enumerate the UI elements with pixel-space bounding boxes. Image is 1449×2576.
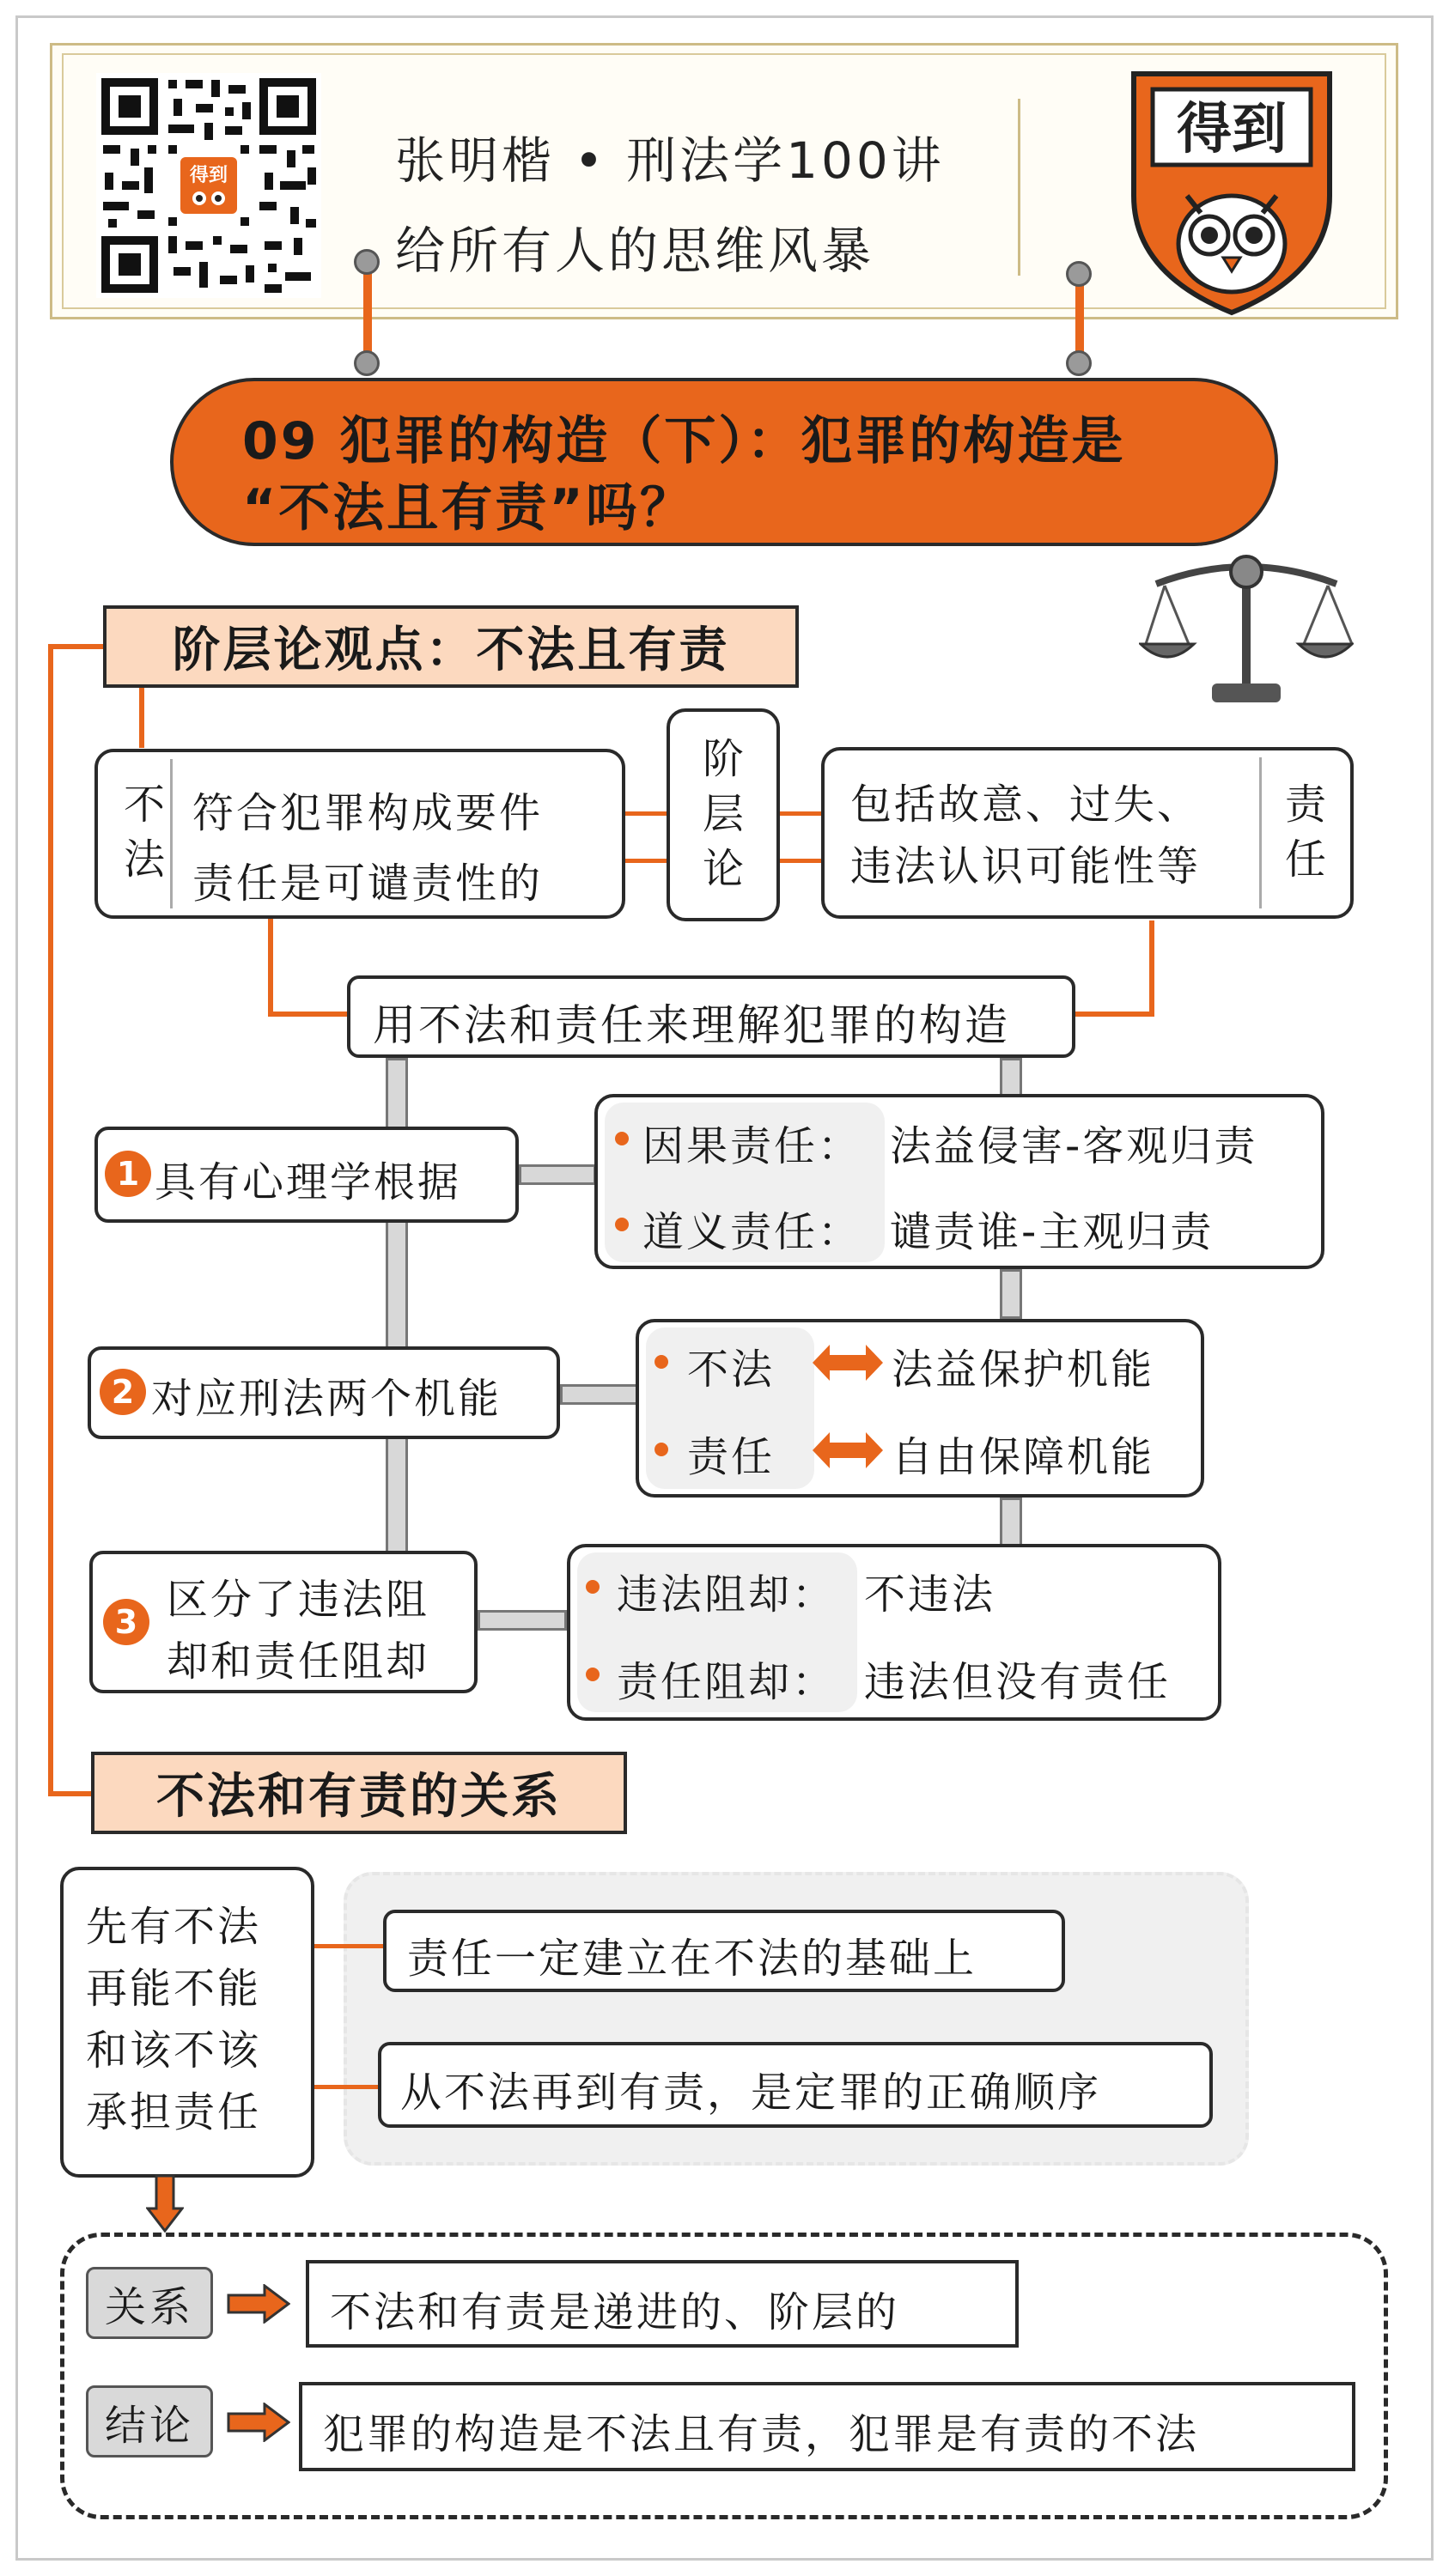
svg-text:得到: 得到 — [189, 165, 228, 186]
dedao-owl-badge-icon — [1127, 67, 1336, 318]
connector-left-to-summary — [268, 1012, 347, 1017]
bullet-dot — [615, 1132, 629, 1145]
unlawfulness-label: 不法 — [123, 781, 165, 884]
section-spine-line — [48, 644, 53, 1795]
point2-link-bar — [560, 1384, 639, 1405]
responsibility-line1: 包括故意、过失、 — [850, 781, 1202, 829]
connector-left-to-center-a — [622, 811, 667, 816]
connector-to-statement1 — [314, 1944, 383, 1948]
statement2-text: 从不法再到有责，是定罪的正确顺序 — [400, 2069, 1102, 2117]
down-arrow-icon — [146, 2174, 184, 2233]
point3-detail1-value: 不违法 — [864, 1571, 996, 1619]
stage-theory-label: 阶层论 — [702, 735, 744, 893]
bullet-dot — [586, 1668, 600, 1681]
conclusion-text: 犯罪的构造是不法且有责，犯罪是有责的不法 — [323, 2410, 1200, 2458]
left-post-top-knob — [354, 249, 380, 275]
connector-right-box-down — [1149, 920, 1154, 1017]
svg-text:得到: 得到 — [1177, 98, 1287, 161]
point1-label: 具有心理学根据 — [155, 1158, 462, 1206]
point3-label-line1: 区分了违法阻 — [167, 1576, 430, 1624]
point1-detail1-value: 法益侵害-客观归责 — [890, 1122, 1258, 1170]
left-box-divider — [170, 759, 173, 908]
connector-center-to-right-a — [780, 811, 821, 816]
conclusion-tag: 结论 — [86, 2385, 213, 2458]
section2-heading: 不法和有责的关系 — [91, 1752, 627, 1834]
right-box-divider — [1259, 757, 1262, 908]
right-arrow-icon — [227, 2403, 290, 2442]
point3-detail1-key: 违法阻却： — [617, 1571, 837, 1619]
summary-text: 用不法和责任来理解犯罪的构造 — [373, 1000, 1010, 1050]
right-post-top-knob — [1066, 261, 1092, 287]
lesson-title-line1: 09 犯罪的构造（下）：犯罪的构造是 — [242, 411, 1126, 471]
point2-detail1-key: 不法 — [687, 1346, 776, 1394]
responsibility-line2: 违法认识可能性等 — [850, 842, 1202, 890]
point3-detail2-key: 责任阻却： — [617, 1658, 837, 1706]
section1-heading: 阶层论观点：不法且有责 — [103, 605, 799, 688]
lesson-title-line2: “不法且有责”吗？ — [242, 478, 694, 538]
right-post-bottom-knob — [1066, 350, 1092, 376]
bullet-dot — [586, 1580, 600, 1594]
section1-spine-tick — [48, 644, 103, 649]
sequence-line4: 承担责任 — [86, 2088, 262, 2136]
lesson-title-banner — [170, 378, 1278, 546]
header-course-title: 张明楷 • 刑法学100讲 — [395, 131, 945, 190]
point1-detail2-key: 道义责任： — [642, 1208, 862, 1256]
point2-detail2-key: 责任 — [687, 1433, 776, 1481]
point1-number-badge: 1 — [105, 1151, 151, 1197]
connector-center-to-right-b — [780, 859, 821, 863]
sequence-line1: 先有不法 — [86, 1903, 262, 1951]
connector-heading-to-left-box — [139, 688, 144, 748]
point3-link-bar — [478, 1610, 567, 1631]
connector-to-statement2 — [314, 2085, 378, 2089]
scales-of-justice-icon — [1139, 550, 1354, 708]
connector-left-box-down — [268, 919, 273, 1015]
relation-text: 不法和有责是递进的、阶层的 — [330, 2288, 900, 2336]
unlawfulness-line2: 责任是可谴责性的 — [192, 860, 544, 908]
point3-detail2-value: 违法但没有责任 — [864, 1658, 1172, 1706]
unlawfulness-line1: 符合犯罪构成要件 — [192, 789, 544, 837]
sequence-line2: 再能不能 — [86, 1965, 262, 2013]
point2-detail2-value: 自由保障机能 — [892, 1433, 1155, 1481]
bullet-dot — [615, 1218, 629, 1231]
double-arrow-icon — [811, 1340, 885, 1386]
section2-spine-tick — [48, 1791, 91, 1796]
left-post-bottom-knob — [354, 350, 380, 376]
point1-detail1-key: 因果责任： — [642, 1122, 862, 1170]
relation-tag: 关系 — [86, 2267, 213, 2339]
sequence-line3: 和该不该 — [86, 2026, 262, 2075]
connector-left-to-center-b — [622, 859, 667, 863]
point2-detail1-value: 法益保护机能 — [892, 1346, 1155, 1394]
bullet-dot — [654, 1355, 668, 1369]
qr-code-icon — [96, 73, 321, 298]
connector-right-to-summary — [1075, 1012, 1154, 1017]
header-divider — [1018, 99, 1020, 276]
right-gray-spine-b — [1000, 1269, 1022, 1319]
statement1-text: 责任一定建立在不法的基础上 — [407, 1935, 977, 1983]
double-arrow-icon — [811, 1427, 885, 1473]
point2-label: 对应刑法两个机能 — [151, 1375, 502, 1423]
point1-link-bar — [519, 1164, 596, 1185]
header-course-subtitle: 给所有人的思维风暴 — [395, 222, 875, 280]
right-gray-spine-c — [1000, 1498, 1022, 1551]
point1-detail2-value: 谴责谁-主观归责 — [890, 1208, 1215, 1256]
point3-label-line2: 却和责任阻却 — [167, 1637, 430, 1686]
responsibility-label: 责任 — [1284, 781, 1326, 884]
right-arrow-icon — [227, 2284, 290, 2324]
bullet-dot — [654, 1443, 668, 1456]
point3-number-badge: 3 — [103, 1599, 149, 1645]
point2-number-badge: 2 — [100, 1369, 146, 1415]
